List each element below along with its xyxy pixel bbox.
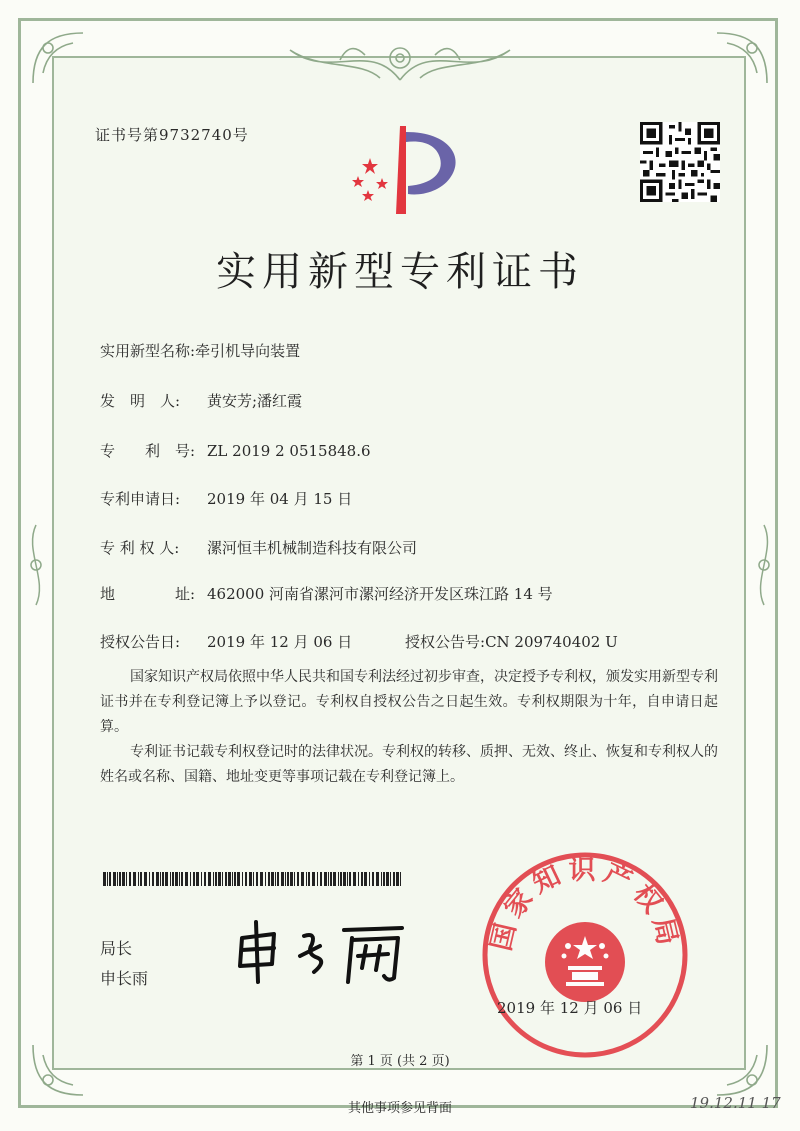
field-value: 黄安芳;潘红霞 [207, 392, 303, 410]
certificate-number: 证书号第9732740号 [95, 126, 249, 144]
corner-ornament-top-right [712, 28, 772, 88]
field-value: 2019 年 04 月 15 日 [207, 490, 353, 508]
corner-ornament-bottom-left [28, 1040, 88, 1100]
handwritten-note: 19.12.11 17 [690, 1094, 781, 1112]
official-seal-stamp [480, 850, 690, 1060]
corner-ornament-top-left [28, 28, 88, 88]
field-utility-model-name [100, 344, 300, 359]
field-value: ZL 2019 2 0515848.6 [207, 442, 371, 460]
field-value: 2019 年 12 月 06 日 [207, 633, 353, 651]
top-ornament [270, 30, 530, 88]
field-grant-announcement-date [100, 635, 352, 650]
field-inventor [100, 394, 302, 409]
grant-statement-paragraph: 国家知识产权局依照中华人民共和国专利法经过初步审查，决定授予专利权，颁发实用新型专利证书并在专利登记簿上予以登记。专利权自授权公告之日起生效。专利权期限为十年，自申请日起算。 [100, 669, 718, 735]
barcode-icon [103, 872, 403, 886]
director-signature [234, 916, 414, 986]
patent-office-logo-icon [340, 118, 470, 218]
seal-text: 国家知识产权局 [485, 854, 685, 954]
back-note: 其他事项参见背面 [347, 1101, 452, 1116]
field-patentee [100, 541, 417, 556]
field-label: 实用新型名称: [100, 342, 196, 360]
field-label: 发 明 人: [100, 392, 181, 410]
side-ornament-right [752, 520, 776, 610]
field-label: 授权公告日: [100, 633, 181, 651]
field-value: 牵引机导向装置 [195, 342, 301, 360]
field-label: 专利申请日: [100, 490, 181, 508]
director-name: 申长雨 [100, 969, 149, 988]
legal-status-paragraph: 专利证书记载专利权登记时的法律状况。专利权的转移、质押、无效、终止、恢复和专利权人的姓名或名称、国籍、地址变更等事项记载在专利登记簿上。 [100, 744, 718, 785]
field-label: 授权公告号: [405, 633, 486, 651]
field-address [100, 587, 553, 602]
field-label: 专 利 权 人: [100, 539, 180, 557]
page-number: 第 1 页 (共 2 页) [350, 1054, 450, 1069]
field-label: 地 址: [100, 585, 196, 603]
field-value: 漯河恒丰机械制造科技有限公司 [207, 539, 418, 557]
field-grant-announcement-number [405, 635, 618, 650]
field-value: 462000 河南省漯河市漯河经济开发区珠江路 14 号 [207, 585, 553, 603]
field-value: CN 209740402 U [485, 633, 618, 651]
corner-ornament-bottom-right [712, 1040, 772, 1100]
field-label: 专 利 号: [100, 442, 196, 460]
side-ornament-left [24, 520, 48, 610]
director-title: 局长 [100, 939, 133, 958]
seal-date: 2019 年 12 月 06 日 [497, 999, 643, 1017]
field-patent-number [100, 444, 371, 459]
qr-code-icon [640, 122, 720, 202]
certificate-title: 实用新型专利证书 [216, 249, 584, 295]
field-application-date [100, 492, 352, 507]
